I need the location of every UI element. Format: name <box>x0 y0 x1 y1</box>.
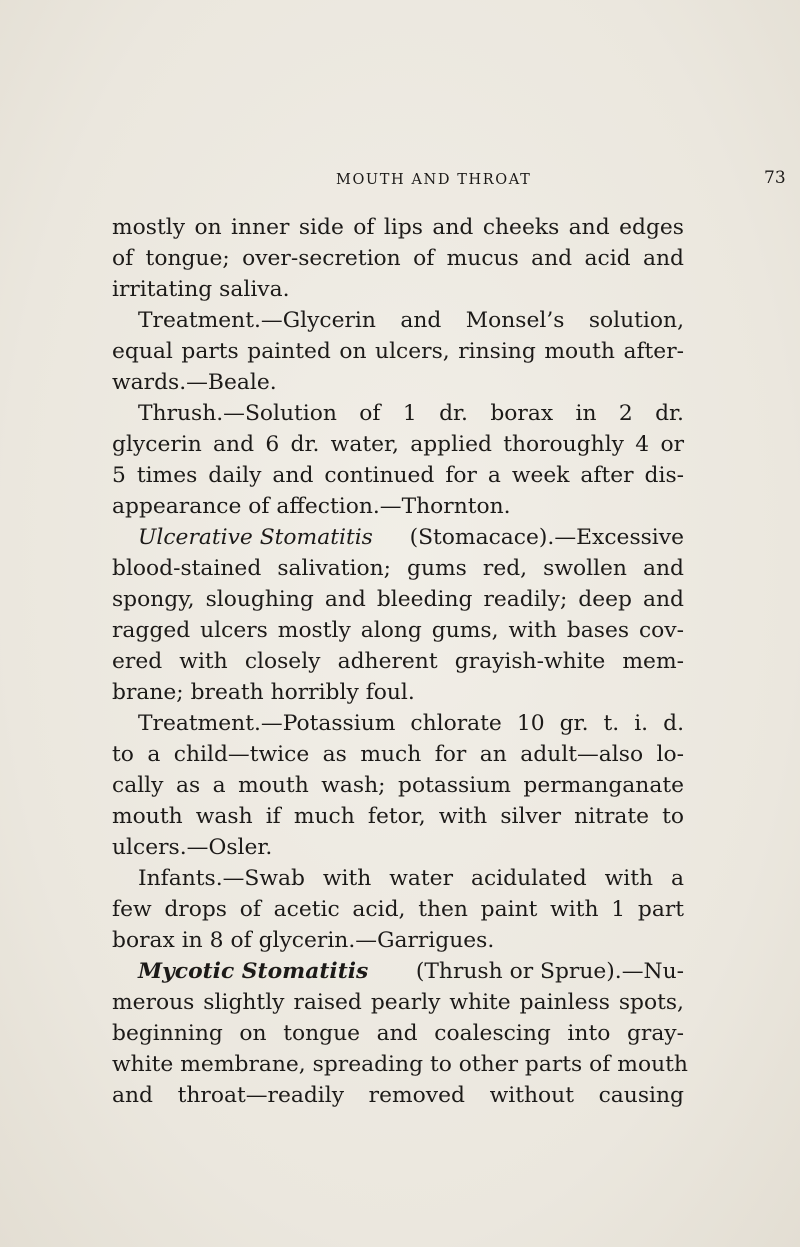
text-line: few drops of acetic acid, then paint with 1 part <box>112 897 684 922</box>
text-line: mouth wash if much fetor, with silver nitrate to <box>112 804 684 829</box>
text-line: and throat—readily removed without causing <box>112 1083 684 1108</box>
text-line: glycerin and 6 dr. water, applied thoroughly 4 or <box>112 432 684 457</box>
section-heading-ulcerative-stomatitis: Ulcerative Stomatitis <box>138 525 373 550</box>
text-line: irritating saliva. <box>112 277 290 302</box>
text-line <box>138 522 684 553</box>
text-line: Infants.—Swab with water acidulated with a <box>138 866 684 891</box>
text-line: brane; breath horribly foul. <box>112 680 415 705</box>
page-number: 73 <box>764 168 786 188</box>
text-line: beginning on tongue and coalescing into gray- <box>112 1021 684 1046</box>
text-line: Treatment.—Glycerin and Monsel’s solution, <box>138 308 684 333</box>
text-line: wards.—Beale. <box>112 370 277 395</box>
text-line: mostly on inner side of lips and cheeks and edges <box>112 215 684 240</box>
text-line: white membrane, spreading to other parts of mouth <box>112 1052 688 1077</box>
text-line: merous slightly raised pearly white painless spots, <box>112 990 684 1015</box>
running-head: MOUTH AND THROAT <box>336 172 532 188</box>
text-line: ered with closely adherent grayish-white mem- <box>112 649 684 674</box>
text-line <box>138 956 684 987</box>
text-line: ragged ulcers mostly along gums, with bases cov- <box>112 618 684 643</box>
text-line: blood-stained salivation; gums red, swollen and <box>112 556 684 581</box>
text-line: ulcers.—Osler. <box>112 835 273 860</box>
text-fragment: (Thrush or Sprue).—Nu- <box>415 959 684 984</box>
text-line: to a child—twice as much for an adult—also lo- <box>112 742 684 767</box>
text-line: borax in 8 of glycerin.—Garrigues. <box>112 928 495 953</box>
text-line: spongy, sloughing and bleeding readily; deep and <box>112 587 684 612</box>
text-line: cally as a mouth wash; potassium permanganate <box>112 773 684 798</box>
section-heading-mycotic-stomatitis: Mycotic Stomatitis <box>138 959 369 984</box>
text-line: of tongue; over-secretion of mucus and acid and <box>112 246 684 271</box>
text-line: equal parts painted on ulcers, rinsing mouth after- <box>112 339 684 364</box>
text-line: Thrush.—Solution of 1 dr. borax in 2 dr. <box>138 401 684 426</box>
text-fragment: (Stomacace).—Excessive <box>409 525 684 550</box>
text-line: appearance of affection.—Thornton. <box>112 494 511 519</box>
text-line: Treatment.—Potassium chlorate 10 gr. t. i. d. <box>138 711 684 736</box>
text-line: 5 times daily and continued for a week after dis- <box>112 463 684 488</box>
